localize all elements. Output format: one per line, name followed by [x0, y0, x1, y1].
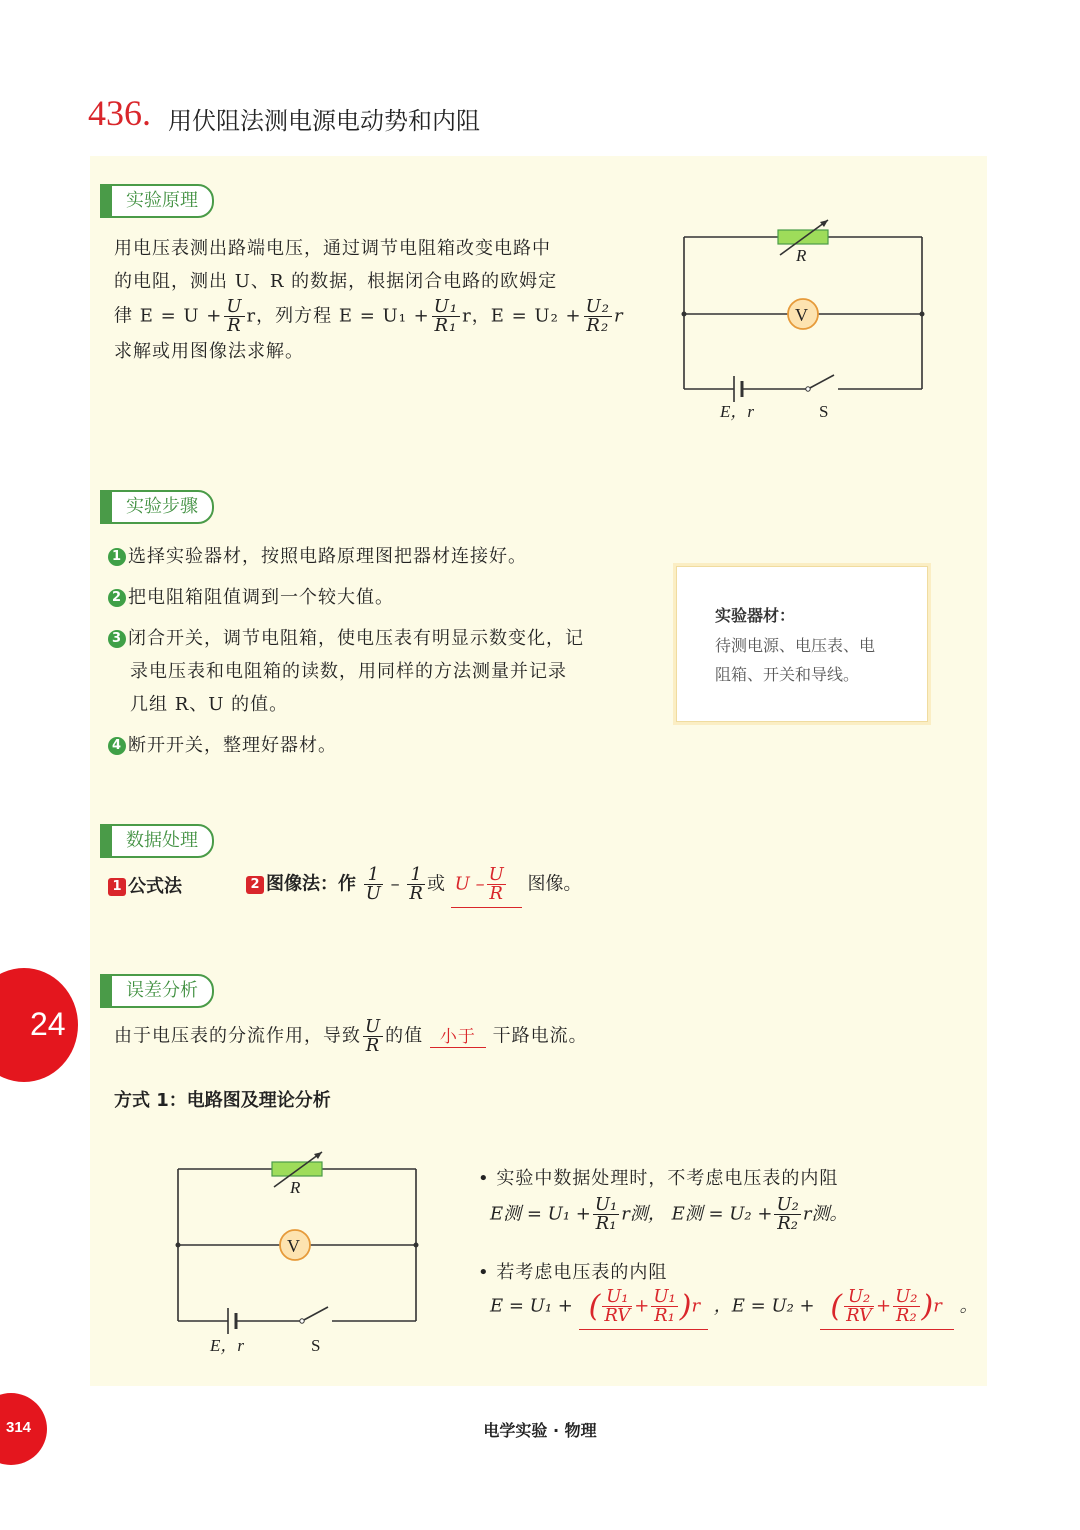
step-4: 4 断开开关，整理好器材。 — [108, 729, 668, 762]
tab-steps: 实验步骤 — [100, 490, 214, 524]
circuit-diagram-bottom — [164, 1142, 434, 1362]
equipment-title: 实验器材： — [715, 606, 796, 625]
battery-label: E，r — [720, 402, 754, 421]
footer-title: 电学实验 · 物理 — [483, 1421, 597, 1440]
equipment-box: 实验器材： 待测电源、电压表、电 阻箱、开关和导线。 — [676, 566, 928, 722]
voltmeter-label: V — [795, 305, 808, 325]
circuit-diagram-top — [670, 210, 940, 430]
data-processing: 1 公式法 — [108, 872, 182, 898]
step-2: 2 把电阻箱阻值调到一个较大值。 — [108, 581, 668, 614]
answer-blank-2: ( $\frac{\text{U₁}}{RV}$ + $\frac{\text{U₁}}{\text{R₁}}$ )r — [579, 1288, 708, 1330]
principle-text: 用电压表测出路端电压，通过调节电阻箱改变电路中 的电阻，测出 U、R 的数据，根据闭合电路的欧姆定 律 E = U + $\frac{U}{R}$ r，列方程 E = U₁ + $\frac{\text{U₁}}{\text{R₁}}$ r，E = U₂ + $\frac{\text{U₂}}{\text{R₂}}$ r 求解或用图像法求解。 — [114, 238, 624, 362]
bullet-2: • 若考虑电压表的内阻 — [478, 1262, 668, 1283]
tab-error: 误差分析 — [100, 974, 214, 1008]
equation-1: E测 = U₁ + $\frac{\text{U₁}}{\text{R₁}}$ r测， E测 = U₂ + $\frac{\text{U₂}}{\text{R₂}}$ r测。 — [490, 1194, 848, 1234]
svg-text:E，r: E，r — [210, 1336, 244, 1355]
section-number: 436. — [88, 93, 151, 133]
page-number: 314 — [6, 1419, 32, 1436]
step-list: 1 选择实验器材，按照电路原理图把器材连接好。 2 把电阻箱阻值调到一个较大值。 3 闭合开关，调节电阻箱，使电压表有明显示数变化，记 录电压表和电阻箱的读数，用同样的方法测量并记录 几组 R、U 的值。 4 断开开关，整理好器材。 — [108, 540, 668, 762]
method-heading: 方式 1：电路图及理论分析 — [114, 1090, 331, 1111]
switch-label: S — [819, 402, 829, 421]
equation-2: E = U₁ + ( $\frac{\text{U₁}}{RV}$ + $\frac{\text{U₁}}{\text{R₁}}$ )r ，E = U₂ + ( $\frac{\text{U₂}}{RV}$ + $\frac{\text{U₂}}{\text{R₂}}$ )r 。 — [490, 1288, 978, 1330]
svg-text:V: V — [287, 1236, 300, 1256]
graph-method: 2 图像法：作 $\frac{1}{U}$ – $\frac{1}{R}$ 或 U – $\frac{U}{R}$ 图像。 — [246, 866, 581, 908]
svg-text:R: R — [290, 1178, 301, 1197]
step-1: 1 选择实验器材，按照电路原理图把器材连接好。 — [108, 540, 668, 573]
side-number: 24 — [30, 1006, 66, 1042]
tab-principle: 实验原理 — [100, 184, 214, 218]
answer-blank-3: ( $\frac{\text{U₂}}{RV}$ + $\frac{\text{U₂}}{\text{R₂}}$ )r — [820, 1288, 953, 1330]
step-3: 3 闭合开关，调节电阻箱，使电压表有明显示数变化，记 — [108, 622, 668, 655]
rheostat-symbol — [778, 230, 828, 244]
tab-data: 数据处理 — [100, 824, 214, 858]
error-text: 由于电压表的分流作用，导致 $\frac{U}{R}$ 的值 小于 干路电流。 — [114, 1016, 588, 1056]
svg-text:S: S — [311, 1336, 321, 1355]
page-title: 用伏阻法测电源电动势和内阻 — [168, 107, 480, 135]
bullet-1: • 实验中数据处理时，不考虑电压表的内阻 — [478, 1168, 839, 1189]
answer-blank: 小于 — [430, 1022, 486, 1048]
resistor-label: R — [796, 246, 807, 265]
